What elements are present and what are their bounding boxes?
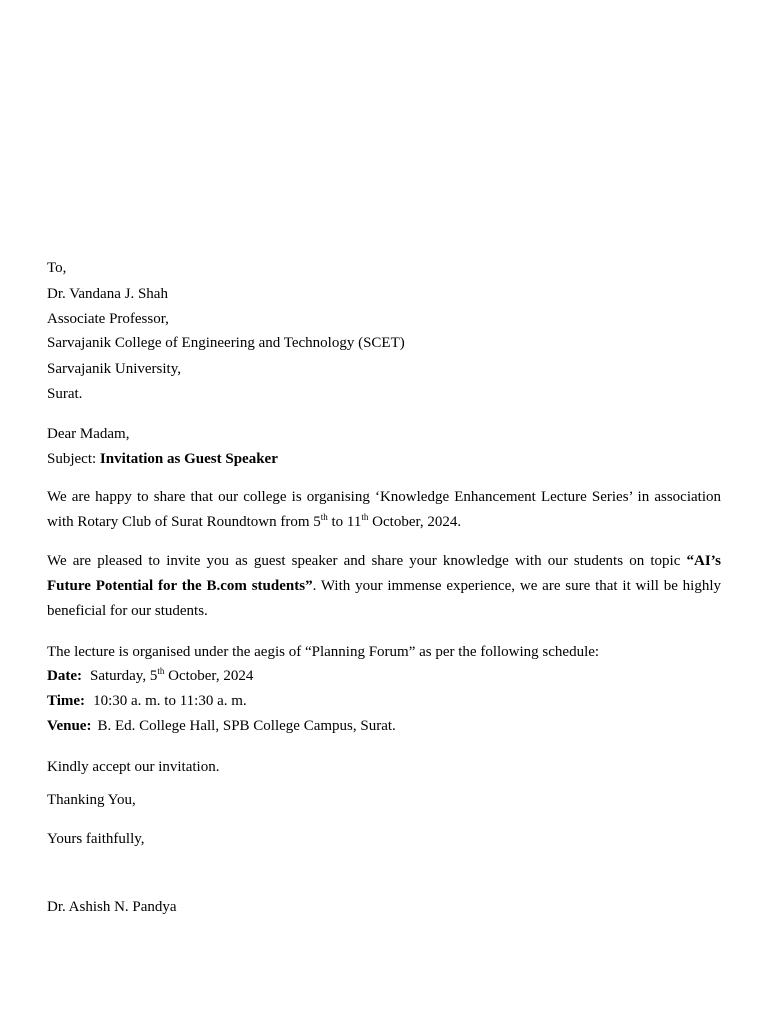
- date-sup: th: [157, 666, 165, 676]
- recipient-institution: Sarvajanik College of Engineering and Technology (SCET): [47, 335, 405, 351]
- time-value: 10:30 a. m. to 11:30 a. m.: [93, 693, 247, 709]
- para2-text-a: We are pleased to invite you as guest speaker and share your knowledge with our students on topic: [47, 553, 687, 569]
- subject-text: Invitation as Guest Speaker: [99, 451, 278, 467]
- closing-yours: Yours faithfully,: [47, 831, 145, 847]
- paragraph-intro: [47, 485, 721, 535]
- para1-text-c: October, 2024.: [368, 514, 462, 530]
- signatory-name: Dr. Ashish N. Pandya: [47, 899, 177, 915]
- subject-line: [47, 450, 278, 468]
- time-label: Time:: [47, 693, 86, 709]
- recipient-designation: Associate Professor,: [47, 311, 169, 327]
- venue-label: Venue:: [47, 718, 92, 734]
- para2-text-b: . With your immense experience, we are sure that it will be highly beneficial for our students.: [47, 578, 721, 619]
- para1-sup2: th: [361, 512, 369, 522]
- schedule-time: [47, 692, 247, 710]
- venue-value: B. Ed. College Hall, SPB College Campus, Surat.: [97, 718, 396, 734]
- recipient-university: Sarvajanik University,: [47, 361, 181, 377]
- recipient-city: Surat.: [47, 386, 83, 402]
- schedule-intro: The lecture is organised under the aegis of “Planning Forum” as per the following schedule:: [47, 644, 600, 660]
- date-value-b: October, 2024: [164, 668, 254, 684]
- paragraph-invitation: [47, 549, 721, 624]
- closing-thanks: Thanking You,: [47, 792, 136, 808]
- schedule-date: [47, 667, 253, 685]
- date-value-a: Saturday, 5: [89, 668, 158, 684]
- greeting: Dear Madam,: [47, 426, 130, 442]
- para1-sup1: th: [320, 512, 328, 522]
- para2-topic: “AI’s Future Potential for the B.com students”: [47, 553, 721, 594]
- recipient-name: Dr. Vandana J. Shah: [47, 286, 168, 302]
- to-line: To,: [47, 260, 67, 276]
- closing-accept: Kindly accept our invitation.: [47, 759, 220, 775]
- date-label: Date:: [47, 668, 82, 684]
- para1-text-b: to 11: [327, 514, 362, 530]
- para1-text-a: We are happy to share that our college is organising ‘Knowledge Enhancement Lecture Series’ in association with Rotary Club of Surat Roundtown from 5: [47, 489, 721, 530]
- subject-label: Subject:: [47, 451, 100, 467]
- schedule-venue: [47, 717, 396, 735]
